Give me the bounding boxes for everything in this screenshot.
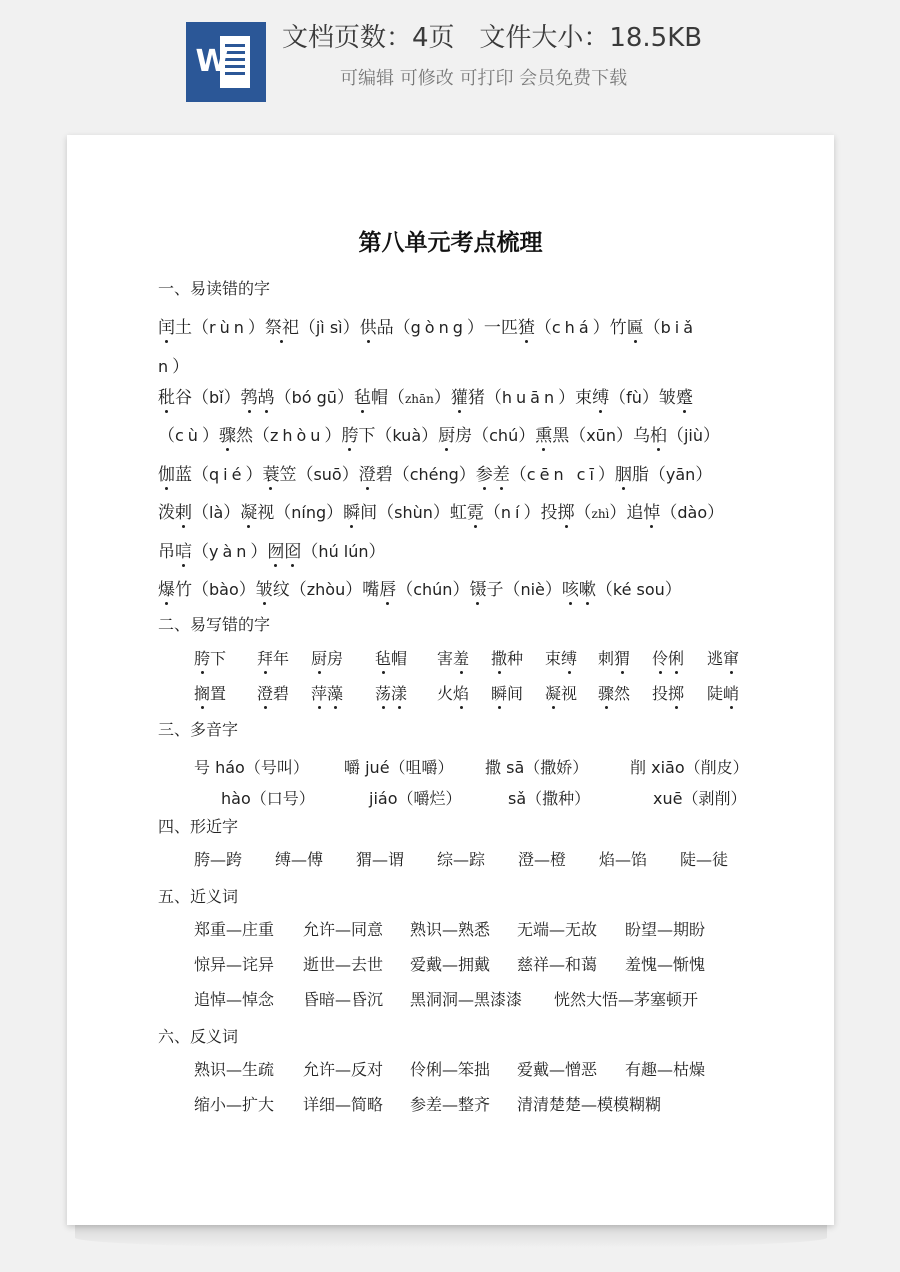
synonym-pair: 逝世—去世 bbox=[303, 955, 384, 974]
synonym-pair: 允许—同意 bbox=[303, 920, 384, 939]
s2-word: 荡漾 bbox=[375, 682, 407, 706]
s2-word: 拜年 bbox=[257, 647, 289, 671]
similar-char-pair: 焰—馅 bbox=[599, 850, 648, 869]
example-word-1: （撒娇） bbox=[524, 758, 589, 777]
section-heading-1: 一、易读错的字 bbox=[158, 279, 271, 298]
antonym-pair: 允许—反对 bbox=[303, 1060, 384, 1079]
s2-word: 撒种 bbox=[491, 647, 523, 671]
pinyin-reading-2: xuē bbox=[653, 789, 683, 808]
section-heading-3: 三、多音字 bbox=[158, 720, 239, 739]
section-heading-5: 五、近义词 bbox=[158, 887, 239, 906]
antonym-pair: 熟识—生疏 bbox=[194, 1060, 275, 1079]
example-word-2: （撒种） bbox=[526, 789, 591, 808]
s2-word: 厨房 bbox=[311, 647, 343, 671]
s1-line-2: n） bbox=[158, 357, 190, 377]
s2-word: 害羞 bbox=[437, 647, 469, 671]
document-title: 第八单元考点梳理 bbox=[358, 229, 543, 256]
synonym-pair: 羞愧—惭愧 bbox=[625, 955, 706, 974]
synonym-pair: 惊异—诧异 bbox=[194, 955, 275, 974]
pinyin-reading-2: hào bbox=[221, 789, 251, 808]
s2-word: 逃窜 bbox=[707, 647, 739, 671]
s2-word: 刺猬 bbox=[598, 647, 630, 671]
polyphonic-alt-reading bbox=[369, 787, 462, 811]
file-info-title: 文档页数：4页 文件大小：18.5KB bbox=[282, 23, 703, 53]
polyphonic-main-reading bbox=[485, 756, 588, 780]
s2-word: 澄碧 bbox=[257, 682, 289, 706]
example-word-2: （嚼烂） bbox=[397, 789, 462, 808]
antonym-pair: 有趣—枯燥 bbox=[625, 1060, 706, 1079]
antonym-pair: 伶俐—笨拙 bbox=[410, 1060, 491, 1079]
s2-word: 陡峭 bbox=[707, 682, 739, 706]
synonym-pair: 熟识—熟悉 bbox=[410, 920, 491, 939]
example-word-2: （口号） bbox=[250, 789, 315, 808]
synonym-pair: 慈祥—和蔼 bbox=[517, 955, 598, 974]
similar-char-pair: 猬—谓 bbox=[356, 850, 405, 869]
similar-char-pair: 胯—跨 bbox=[194, 850, 243, 869]
s2-word: 凝视 bbox=[545, 682, 577, 706]
s2-word: 瞬间 bbox=[491, 682, 523, 706]
s2-word: 骤然 bbox=[598, 682, 630, 706]
antonym-pair: 爱戴—憎恶 bbox=[517, 1060, 598, 1079]
pinyin-reading-1: háo bbox=[215, 758, 245, 777]
example-word-1: （号叫） bbox=[244, 758, 309, 777]
s1-line-5: 伽蓝（qié）蓑笠（suō）澄碧（chéng）参差（cēn cī）胭脂（yān） bbox=[158, 465, 713, 485]
s1-line-1: 闰土（rùn）祭祀（jì sì）供品（gòng）一匹猹（chá）竹匾（biǎ bbox=[158, 318, 698, 338]
example-word-1: （削皮） bbox=[684, 758, 749, 777]
polyphonic-char: 嚼 bbox=[344, 758, 361, 777]
synonym-pair: 无端—无故 bbox=[517, 920, 598, 939]
s1-line-6: 泼剌（là）凝视（níng）瞬间（shùn）虹霓（ní）投掷（zhì）追悼（dào） bbox=[158, 503, 725, 523]
s2-word: 束缚 bbox=[545, 647, 577, 671]
antonym-pair: 缩小—扩大 bbox=[194, 1095, 275, 1114]
s1-line-4: （cù）骤然（zhòu）胯下（kuà）厨房（chú）熏黑（xūn）乌桕（jiù） bbox=[158, 426, 720, 446]
synonym-pair: 黑洞洞—黑漆漆 bbox=[410, 990, 523, 1009]
s2-word: 毡帽 bbox=[375, 647, 407, 671]
pinyin-reading-2: sǎ bbox=[508, 789, 527, 808]
synonym-pair: 昏暗—昏沉 bbox=[303, 990, 384, 1009]
s2-word: 胯下 bbox=[194, 647, 226, 671]
similar-char-pair: 缚—傅 bbox=[275, 850, 324, 869]
document-page bbox=[67, 135, 834, 1225]
s1-line-3: 秕谷（bǐ）鹁鸪（bó gū）毡帽（zhān）獾猪（huān）束缚（fù）皱蹙 bbox=[158, 388, 693, 408]
similar-char-pair: 澄—橙 bbox=[518, 850, 567, 869]
download-banner bbox=[0, 0, 900, 118]
s1-line-8: 爆竹（bào）皱纹（zhòu）嘴唇（chún）镊子（niè）咳嗽（ké sou） bbox=[158, 580, 682, 600]
example-word-2: （剥削） bbox=[682, 789, 747, 808]
synonym-pair: 恍然大悟—茅塞顿开 bbox=[554, 990, 699, 1009]
polyphonic-alt-reading bbox=[508, 787, 590, 811]
antonym-pair: 清清楚楚—模模糊糊 bbox=[517, 1095, 662, 1114]
s2-word: 伶俐 bbox=[652, 647, 684, 671]
synonym-pair: 盼望—期盼 bbox=[625, 920, 706, 939]
section-heading-2: 二、易写错的字 bbox=[158, 615, 271, 634]
section-heading-4: 四、形近字 bbox=[158, 817, 239, 836]
synonym-pair: 郑重—庄重 bbox=[194, 920, 275, 939]
polyphonic-alt-reading bbox=[221, 787, 315, 811]
polyphonic-main-reading bbox=[344, 756, 454, 780]
file-features-subtitle: 可编辑 可修改 可打印 会员免费下载 bbox=[340, 68, 628, 89]
pinyin-reading-1: xiāo bbox=[651, 758, 685, 777]
antonym-pair: 参差—整齐 bbox=[410, 1095, 491, 1114]
polyphonic-main-reading bbox=[630, 756, 749, 780]
s2-word: 搁置 bbox=[194, 682, 226, 706]
pinyin-reading-1: sā bbox=[506, 758, 525, 777]
page-shadow bbox=[75, 1222, 827, 1248]
synonym-pair: 爱戴—拥戴 bbox=[410, 955, 491, 974]
s1-line-7: 吊唁（yàn）囫囵（hú lún） bbox=[158, 542, 386, 562]
pinyin-reading-2: jiáo bbox=[369, 789, 398, 808]
similar-char-pair: 陡—徒 bbox=[680, 850, 729, 869]
example-word-1: （咀嚼） bbox=[389, 758, 454, 777]
s2-word: 火焰 bbox=[437, 682, 469, 706]
polyphonic-char: 号 bbox=[194, 758, 211, 777]
s2-word: 萍藻 bbox=[311, 682, 343, 706]
s2-word: 投掷 bbox=[652, 682, 684, 706]
polyphonic-char: 撒 bbox=[485, 758, 502, 777]
section-heading-6: 六、反义词 bbox=[158, 1027, 239, 1046]
word-document-icon bbox=[186, 22, 266, 102]
polyphonic-main-reading bbox=[194, 756, 309, 780]
antonym-pair: 详细—简略 bbox=[303, 1095, 384, 1114]
word-icon-letter: W bbox=[195, 44, 229, 79]
polyphonic-alt-reading bbox=[653, 787, 746, 811]
pinyin-reading-1: jué bbox=[365, 758, 390, 777]
similar-char-pair: 综—踪 bbox=[437, 850, 486, 869]
synonym-pair: 追悼—悼念 bbox=[194, 990, 275, 1009]
polyphonic-char: 削 bbox=[630, 758, 647, 777]
